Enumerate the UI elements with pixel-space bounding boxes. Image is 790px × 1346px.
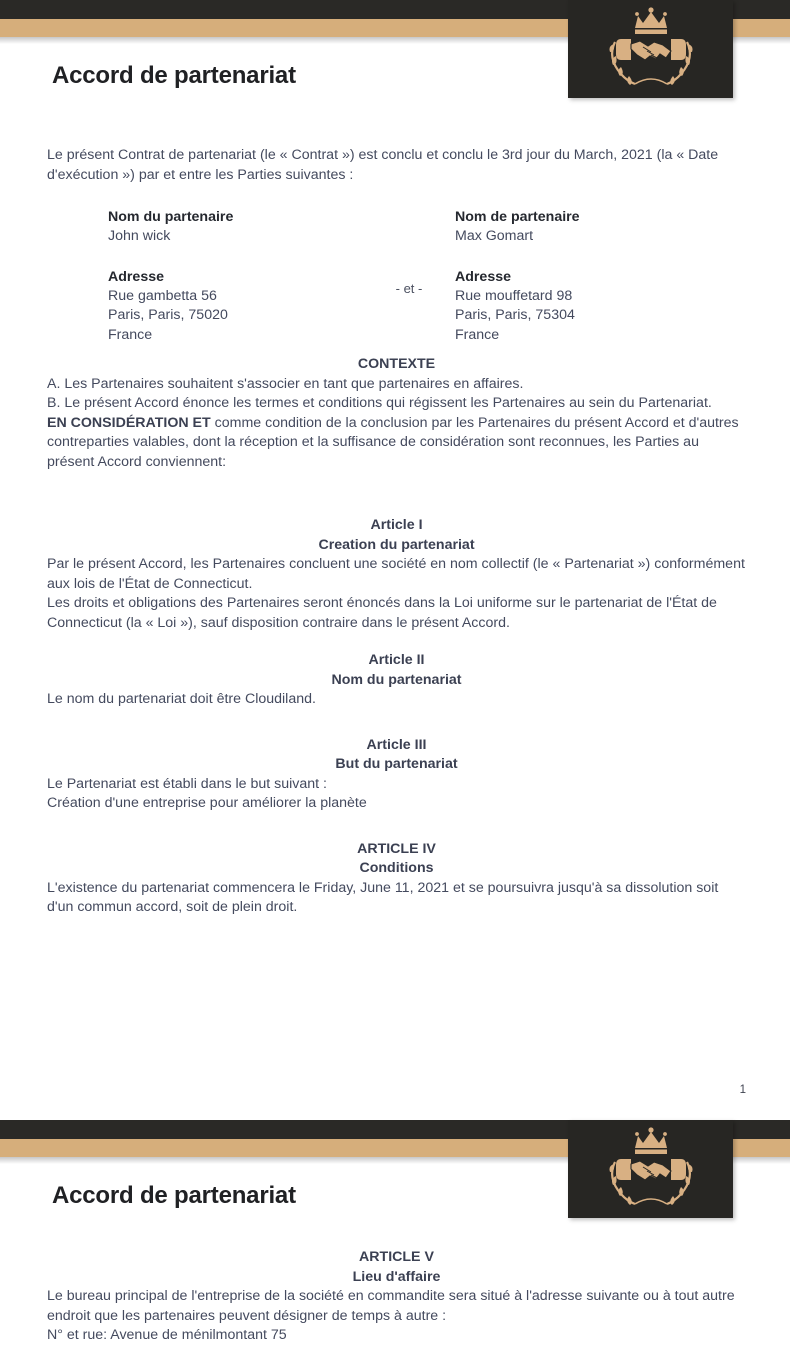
spacer (47, 1220, 746, 1248)
article-5-paragraph-1: Le bureau principal de l'entreprise de la société en commandite sera situé à l'adresse suivante ou à tout autre endroit que les partenaires peuvent désigner de temps à autre : (47, 1288, 735, 1324)
party-right-address-line-3: France (455, 326, 500, 343)
party-left-address-line-2: Paris, Paris, 75020 (108, 307, 228, 323)
article-2-heading: Nom du partenariat (331, 671, 462, 688)
spacer (47, 472, 746, 516)
article-3-paragraph-2: Création d'une entreprise pour améliorer la planète (47, 795, 367, 811)
crown-handshake-laurel-icon (568, 0, 733, 98)
party-right-address-line-2: Paris, Paris, 75304 (455, 307, 575, 323)
spacer (47, 633, 746, 651)
page-2-body (0, 1220, 790, 1346)
contexte-heading: CONTEXTE (357, 356, 436, 372)
party-left-name-value: John wick (108, 228, 171, 244)
party-right-address-line-1: Rue mouffetard 98 (455, 287, 573, 304)
page-number: 1 (739, 1084, 746, 1096)
article-5-heading: Lieu d'affaire (352, 1268, 441, 1285)
article-1-paragraph-1: Par le présent Accord, les Partenaires concluent une société en nom collectif (le « Partenariat ») conformément aux lois de l'État de Connecticut. (47, 556, 745, 592)
party-left-address-line-1: Rue gambetta 56 (108, 287, 217, 304)
article-3-paragraph-1: Le Partenariat est établi dans le but suivant : (47, 775, 327, 792)
article-3-heading: But du partenariat (335, 756, 458, 772)
page-break-gap (0, 1112, 790, 1120)
party-right-name-value: Max Gomart (455, 228, 534, 244)
article-4-heading: Conditions (359, 860, 434, 876)
party-right-address-label: Adresse (455, 268, 511, 285)
article-5-paragraph-2: N° et rue: Avenue de ménilmontant 75 (47, 1327, 287, 1343)
party-left-name-label: Nom du partenaire (108, 209, 234, 225)
parties-separator: - et - (395, 281, 423, 296)
article-2-paragraph-1: Le nom du partenariat doit être Cloudiland. (47, 691, 316, 707)
article-3-number: Article III (366, 736, 427, 753)
article-4-paragraph-1: L'existence du partenariat commencera le Friday, June 11, 2021 et se poursuivra jusqu'à sa dissolution soit d'un commun accord, soit de plein droit. (47, 879, 719, 915)
crown-handshake-laurel-icon (568, 1120, 733, 1218)
contexte-item-b: B. Le présent Accord énonce les termes et conditions qui régissent les Partenaires au sein du Partenariat. (47, 395, 712, 411)
party-left-column (108, 207, 408, 345)
parties-block (47, 207, 746, 355)
contexte-consideration (47, 414, 746, 473)
spacer (108, 247, 408, 267)
party-left-address-label: Adresse (108, 268, 164, 285)
consideration-text: comme condition de la conclusion par les Partenaires du présent Accord et d'autres contreparties valables, dont la réception et la suffisance de considération sont reconnues, les Parties au présent Accord conviennent: (47, 414, 739, 470)
party-right-column (455, 207, 755, 345)
page-title: Accord de partenariat (52, 1182, 296, 1209)
page-title: Accord de partenariat (52, 62, 296, 89)
party-left-address-line-3: France (108, 326, 153, 343)
contexte-item-a: A. Les Partenaires souhaitent s'associer en tant que partenaires en affaires. (47, 375, 524, 392)
page-1-header-band (0, 0, 790, 100)
spacer (47, 710, 746, 736)
article-2-number: Article II (368, 652, 425, 668)
article-5-number: ARTICLE V (359, 1249, 434, 1265)
party-right-name-label: Nom de partenaire (455, 209, 580, 225)
article-1-number: Article I (370, 517, 423, 533)
article-4-number: ARTICLE IV (357, 840, 436, 857)
consideration-emphasis: EN CONSIDÉRATION ET (47, 414, 211, 431)
page-1-body (0, 100, 790, 918)
article-1-paragraph-2: Les droits et obligations des Partenaires seront énoncés dans la Loi uniforme sur le partenariat de l'État de Connecticut (la « Loi »), sauf disposition contraire dans le présent Accord. (47, 595, 717, 631)
page-2-header-band (0, 1120, 790, 1220)
spacer (47, 814, 746, 840)
article-1-heading: Creation du partenariat (318, 536, 475, 553)
spacer (455, 247, 755, 267)
intro-paragraph: Le présent Contrat de partenariat (le « Contrat ») est conclu et conclu le 3rd jour du March, 2021 (la « Date d'exécution ») par et entre les Parties suivantes : (47, 147, 719, 183)
document-page-2 (0, 1120, 790, 1341)
